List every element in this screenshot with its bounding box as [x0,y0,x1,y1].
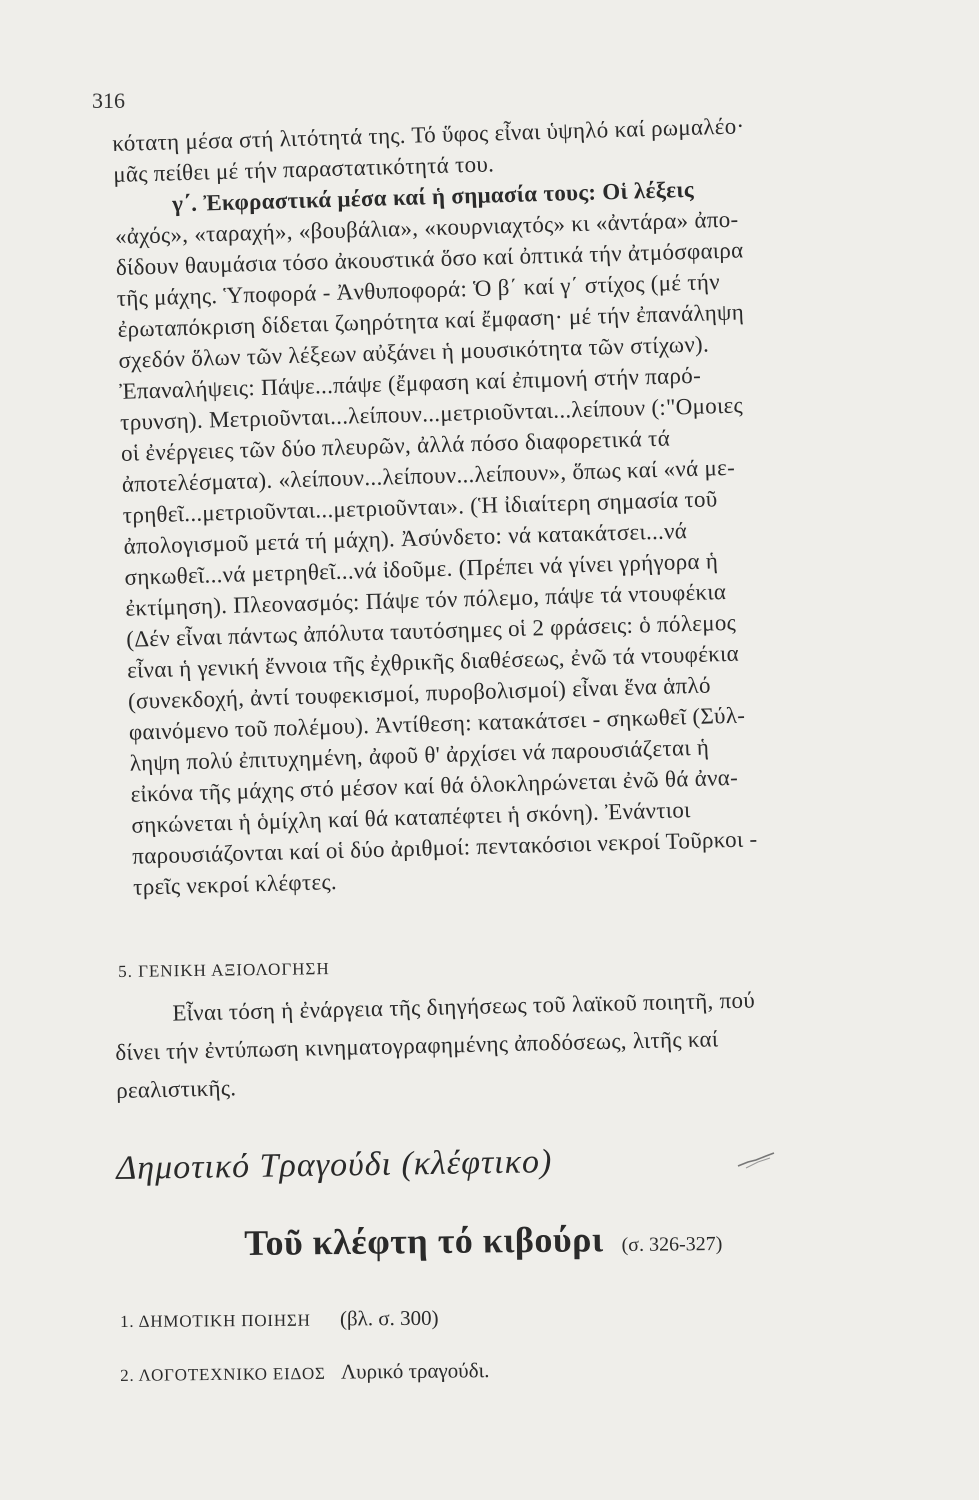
text-line: σηκώνεται ἡ ὁμίχλη καί θά καταπέφτει ἡ σκόνη). Ἐνάντιοι [131,797,691,838]
text-line: τῆς μάχης. Ὑποφορά - Ἀνθυποφορά: Ὁ β΄ καί γ΄ στίχος (μέ τήν [116,269,721,311]
text-line: ἀπολογισμοῦ μετά τή μάχη). Ἀσύνδετο: νά κατακάτσει...νά [123,518,688,559]
text-line: γ΄. Ἐκφραστικά μέσα καί ἡ σημασία τους: Οἱ λέξεις [171,176,695,217]
text-line: ἀποτελέσματα). «λείπουν...λείπουν...λείπουν», ὅπως καί «νά με- [121,454,736,497]
text-line: φαινόμενο τοῦ πολέμου). Ἀντίθεση: κατακάτσει - σηκωθεῖ (Σύλ- [128,702,746,745]
text-line: ληψη πολύ ἐπιτυχημένη, ἀφοῦ θ' ἀρχίσει νά παρουσιάζεται ἡ [129,734,710,776]
poem-title [244,1217,722,1264]
poem-category-heading: Δημοτικό Τραγούδι (κλέφτικο) [116,1143,553,1187]
text-line: εἶναι ἡ γενική ἔννοια τῆς ἐχθρικῆς διαθέσεως, ἐνῶ τά ντουφέκια [126,640,740,683]
poem-title-text: Τοῦ κλέφτη τό κιβούρι [244,1219,604,1263]
page-number: 316 [92,88,125,113]
text-line: μᾶς πείθει μέ τήν παραστατικότητά του. [112,151,495,187]
text-line: σχεδόν ὅλων τῶν λέξεων αὐξάνει ἡ μουσικότητα τῶν στίχων). [118,331,710,373]
analysis-text [112,106,933,903]
item-label: 1. ΔΗΜΟΤΙΚΗ ΠΟΙΗΣΗ [120,1310,311,1331]
text-line: οἱ ἐνέργειες τῶν δύο πλευρῶν, ἀλλά πόσο διαφορετικά τά [120,425,671,466]
text-line: ἐρωταπόκριση δίδεται ζωηρότητα καί ἔμφαση· μέ τήν ἐπανάληψη [117,299,745,342]
text-line: ρεαλιστικῆς. [115,1075,237,1103]
text-line: Εἶναι τόση ἡ ἐνάργεια τῆς διηγήσεως τοῦ λαϊκοῦ ποιητῆ, πού [172,987,756,1026]
item-value: Λυρικό τραγούδι. [340,1358,490,1384]
text-line: δίδουν θαυμάσια τόσο ἀκουστικά ὅσο καί ὀπτικά τήν ἀτμόσφαιρα [115,237,744,280]
section-5-heading: 5. ΓΕΝΙΚΗ ΑΞΙΟΛΟΓΗΣΗ [118,959,330,981]
text-line: (Δέν εἶναι πάντως ἀπόλυτα ταυτόσημες οἱ 2 φράσεις: ὁ πόλεμος [125,609,737,652]
item-value: (βλ. σ. 300) [339,1305,439,1331]
item-label: 2. ΛΟΓΟΤΕΧΝΙΚΟ ΕΙΔΟΣ [120,1363,326,1385]
list-item [120,1306,439,1333]
text-line: (συνεκδοχή, ἀντί τουφεκισμοί, πυροβολισμοί) εἶναι ἕνα ἁπλό [127,672,712,714]
text-line: κότατη μέσα στή λιτότητά της. Τό ὕφος εἶναι ὑψηλό καί ρωμαλέο· [112,113,745,156]
text-line: Ἐπαναλήψεις: Πάψε...πάψε (ἔμφαση καί ἐπιμονή στήν παρό- [119,362,702,404]
text-line: δίνει τήν ἐντύπωση κινηματογραφημένης ἀποδόσεως, λιτῆς καί [114,1026,719,1065]
text-line: τρυνση). Μετριοῦνται...λείπουν...μετριοῦνται...λείπουν (:"Ομοιες [119,392,744,435]
text-line: τρεῖς νεκροί κλέφτες. [132,869,338,900]
text-line: τρηθεῖ...μετριοῦνται...μετριοῦνται». (Ἡ ἰδιαίτερη σημασία τοῦ [122,486,718,528]
section-5-text [114,978,926,1110]
text-line: ἐκτίμηση). Πλεονασμός: Πάψε τόν πόλεμο, πάψε τά ντουφέκια [125,579,727,621]
text-line: «ἀχός», «ταραχή», «βουβάλια», «κουρνιαχτός» κι «ἀντάρα» ἀπο- [114,206,739,249]
pen-mark-icon [736,1150,776,1172]
text-line: παρουσιάζονται καί οἱ δύο ἀριθμοί: πεντακόσιοι νεκροί Τοῦρκοι - [131,826,758,869]
text-line: εἰκόνα τῆς μάχης στό μέσον καί θά ὁλοκληρώνεται ἐνῶ θά ἀνα- [130,764,739,807]
poem-page-reference: (σ. 326-327) [621,1232,723,1257]
text-line: σηκωθεῖ...νά μετρηθεῖ...νά ἰδοῦμε. (Πρέπει νά γίνει γρήγορα ἡ [124,548,719,590]
list-item [120,1358,490,1387]
